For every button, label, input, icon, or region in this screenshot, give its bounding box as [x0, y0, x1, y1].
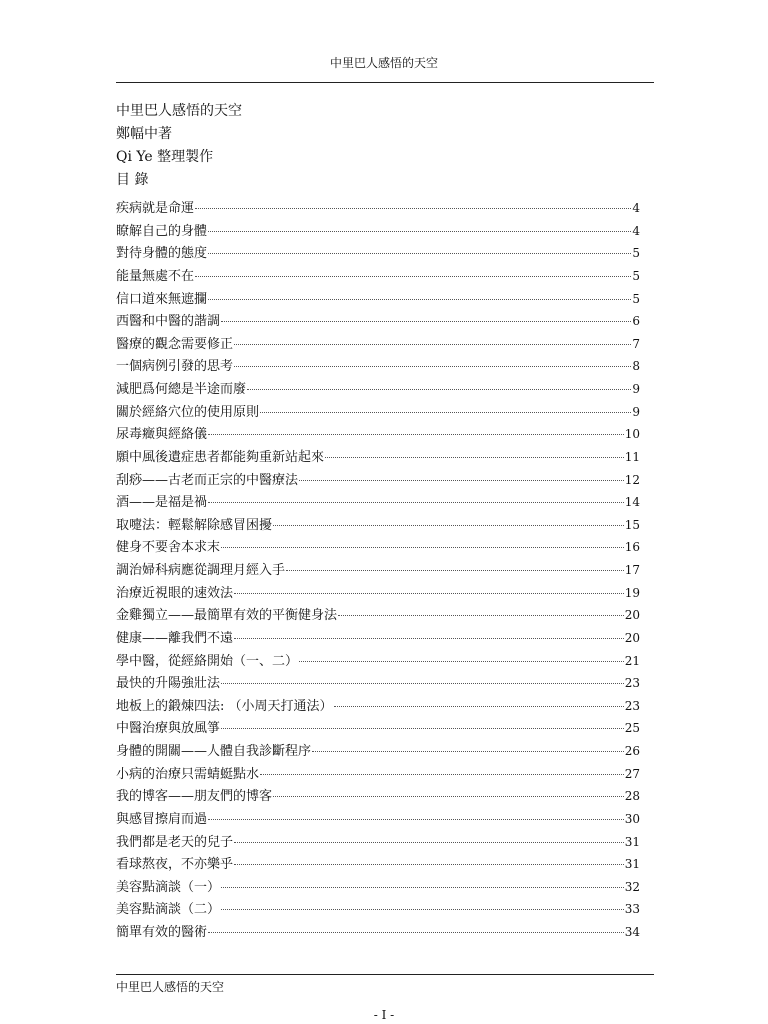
toc-entry[interactable]	[116, 469, 640, 492]
toc-entry-page: 20	[624, 608, 640, 623]
toc-entry-title: 我的博客——朋友們的博客	[116, 789, 273, 805]
toc-dot-leader	[221, 547, 624, 548]
toc-entry-title: 地板上的鍛煉四法: （小周天打通法）	[116, 698, 333, 714]
toc-dot-leader	[234, 864, 624, 865]
toc-dot-leader	[221, 683, 624, 684]
toc-dot-leader	[221, 321, 631, 322]
toc-entry-page: 28	[624, 789, 640, 804]
toc-entry-page: 30	[624, 811, 640, 826]
toc-entry-title: 調治婦科病應從調理月經入手	[116, 563, 286, 578]
toc-entry[interactable]	[116, 355, 640, 378]
toc-entry[interactable]	[116, 672, 640, 695]
toc-entry-page: 21	[624, 653, 640, 668]
toc-entry-page: 27	[624, 766, 640, 781]
toc-entry[interactable]	[116, 740, 640, 763]
footer-rule	[116, 974, 654, 975]
toc-entry-title: 對待身體的態度	[116, 246, 208, 262]
toc-entry-page: 23	[624, 698, 640, 713]
toc-dot-leader	[334, 706, 624, 707]
toc-entry[interactable]	[116, 808, 640, 831]
toc-dot-leader	[273, 525, 624, 526]
toc-entry-page: 5	[632, 246, 640, 261]
toc-entry[interactable]	[116, 785, 640, 808]
toc-dot-leader	[286, 570, 624, 571]
toc-entry[interactable]	[116, 650, 640, 673]
toc-dot-leader	[208, 299, 631, 300]
toc-entry[interactable]	[116, 401, 640, 424]
toc-dot-leader	[208, 231, 631, 232]
toc-entry-page: 23	[624, 676, 640, 691]
toc-entry[interactable]	[116, 446, 640, 469]
toc-entry[interactable]	[116, 514, 640, 537]
toc-entry[interactable]	[116, 853, 640, 876]
toc-entry-page: 8	[632, 359, 640, 374]
toc-entry[interactable]	[116, 627, 640, 650]
table-of-contents	[116, 197, 640, 944]
toc-entry[interactable]	[116, 536, 640, 559]
toc-entry-page: 19	[624, 585, 640, 600]
toc-entry[interactable]	[116, 876, 640, 899]
running-header: 中里巴人感悟的天空	[329, 56, 438, 70]
toc-dot-leader	[338, 615, 624, 616]
toc-entry-title: 疾病就是命運	[116, 201, 195, 216]
toc-entry[interactable]	[116, 423, 640, 446]
toc-dot-leader	[299, 480, 624, 481]
toc-entry-title: 美容點滴談（一）	[116, 879, 221, 895]
toc-entry-title: 瞭解自己的身體	[116, 223, 208, 239]
toc-dot-leader	[208, 932, 624, 933]
toc-entry[interactable]	[116, 921, 640, 944]
toc-entry-title: 減肥爲何總是半途而廢	[116, 382, 247, 397]
toc-dot-leader	[260, 774, 624, 775]
toc-entry[interactable]	[116, 378, 640, 401]
toc-entry-page: 34	[624, 925, 640, 939]
toc-entry[interactable]	[116, 220, 640, 243]
toc-entry[interactable]	[116, 898, 640, 921]
toc-dot-leader	[221, 909, 624, 910]
toc-entry-title: 學中醫，從經絡開始（一、二）	[116, 653, 299, 669]
toc-entry[interactable]	[116, 831, 640, 854]
toc-entry-title: 一個病例引發的思考	[116, 359, 234, 375]
toc-entry-title: 金雞獨立——最簡單有效的平衡健身法	[116, 608, 338, 624]
toc-dot-leader	[234, 842, 624, 843]
toc-entry-page: 15	[624, 517, 640, 532]
toc-dot-leader	[208, 253, 631, 254]
toc-dot-leader	[221, 887, 624, 888]
toc-entry-title: 西醫和中醫的諧調	[116, 314, 221, 330]
toc-entry-page: 14	[624, 495, 640, 510]
header-rule	[116, 82, 654, 83]
toc-entry-page: 32	[624, 879, 640, 894]
toc-entry-title: 美容點滴談（二）	[116, 902, 221, 918]
toc-dot-leader	[195, 276, 631, 277]
toc-entry[interactable]	[116, 582, 640, 605]
toc-entry-title: 中醫治療與放風箏	[116, 721, 221, 737]
toc-dot-leader	[234, 366, 631, 367]
toc-entry-page: 33	[624, 902, 640, 917]
toc-entry-title: 健康——離我們不遠	[116, 630, 234, 646]
toc-entry-page: 9	[632, 382, 640, 396]
toc-entry[interactable]	[116, 491, 640, 514]
toc-entry-title: 最快的升陽強壯法	[116, 676, 221, 692]
toc-entry[interactable]	[116, 197, 640, 220]
toc-dot-leader	[247, 389, 631, 390]
toc-entry-title: 身體的開關——人體自我診斷程序	[116, 744, 312, 759]
toc-entry-title: 願中風後遺症患者都能夠重新站起來	[116, 449, 325, 465]
toc-entry[interactable]	[116, 559, 640, 582]
toc-entry-page: 6	[632, 314, 640, 329]
toc-dot-leader	[312, 751, 624, 752]
toc-entry-title: 取嚏法：輕鬆解除感冒困擾	[116, 517, 273, 533]
toc-entry-page: 20	[624, 630, 640, 645]
toc-entry-page: 5	[632, 268, 640, 283]
toc-dot-leader	[260, 412, 631, 413]
toc-entry-page: 31	[624, 834, 640, 849]
book-author: 鄭幅中著	[116, 126, 172, 142]
toc-dot-leader	[208, 434, 624, 435]
contents-heading: 目 錄	[116, 172, 149, 188]
toc-entry-page: 5	[632, 291, 640, 306]
toc-entry-title: 與感冒擦肩而過	[116, 811, 208, 827]
toc-dot-leader	[234, 344, 631, 345]
toc-entry-page: 17	[624, 563, 640, 577]
toc-dot-leader	[299, 661, 624, 662]
toc-entry[interactable]	[116, 333, 640, 356]
toc-entry-title: 刮痧——古老而正宗的中醫療法	[116, 472, 299, 488]
toc-entry-title: 醫療的觀念需要修正	[116, 336, 234, 352]
toc-dot-leader	[208, 502, 624, 503]
toc-entry-page: 16	[624, 540, 640, 555]
toc-entry[interactable]	[116, 604, 640, 627]
toc-entry[interactable]	[116, 242, 640, 265]
toc-dot-leader	[195, 208, 631, 209]
toc-entry-page: 4	[632, 223, 640, 238]
book-producer: Qi Ye 整理製作	[116, 149, 214, 165]
toc-entry[interactable]	[116, 265, 640, 288]
toc-entry-page: 7	[632, 336, 640, 351]
toc-entry-page: 11	[624, 449, 640, 464]
toc-entry[interactable]	[116, 310, 640, 333]
page-number: - I -	[373, 1008, 395, 1022]
toc-entry-page: 10	[624, 427, 640, 442]
toc-entry-page: 31	[624, 857, 640, 872]
toc-entry-page: 26	[624, 744, 640, 758]
running-footer: 中里巴人感悟的天空	[116, 980, 225, 994]
toc-entry[interactable]	[116, 763, 640, 786]
toc-dot-leader	[273, 796, 624, 797]
toc-entry-title: 看球熬夜，不亦樂乎	[116, 857, 234, 873]
title-block	[116, 100, 242, 192]
toc-dot-leader	[234, 593, 624, 594]
toc-entry-page: 9	[632, 404, 640, 419]
toc-entry-title: 能量無處不在	[116, 268, 195, 284]
toc-dot-leader	[325, 457, 624, 458]
toc-entry-title: 簡單有效的醫術	[116, 925, 208, 940]
toc-entry-title: 尿毒癥與經絡儀	[116, 427, 208, 443]
toc-entry-page: 4	[632, 201, 640, 215]
toc-entry[interactable]	[116, 695, 640, 718]
toc-dot-leader	[234, 638, 624, 639]
toc-entry-page: 25	[624, 721, 640, 736]
toc-entry-title: 小病的治療只需蜻蜓點水	[116, 766, 260, 782]
toc-entry-title: 關於經絡穴位的使用原則	[116, 404, 260, 420]
toc-entry[interactable]	[116, 717, 640, 740]
toc-dot-leader	[221, 728, 624, 729]
toc-dot-leader	[208, 819, 624, 820]
toc-entry-page: 12	[624, 472, 640, 487]
book-title: 中里巴人感悟的天空	[116, 103, 242, 119]
toc-entry-title: 治療近視眼的速效法	[116, 585, 234, 601]
toc-entry-title: 酒——是福是禍	[116, 495, 208, 511]
toc-entry-title: 我們都是老天的兒子	[116, 834, 234, 850]
toc-entry-title: 健身不要舍本求末	[116, 540, 221, 556]
toc-entry-title: 信口道來無遮攔	[116, 291, 208, 307]
toc-entry[interactable]	[116, 288, 640, 311]
